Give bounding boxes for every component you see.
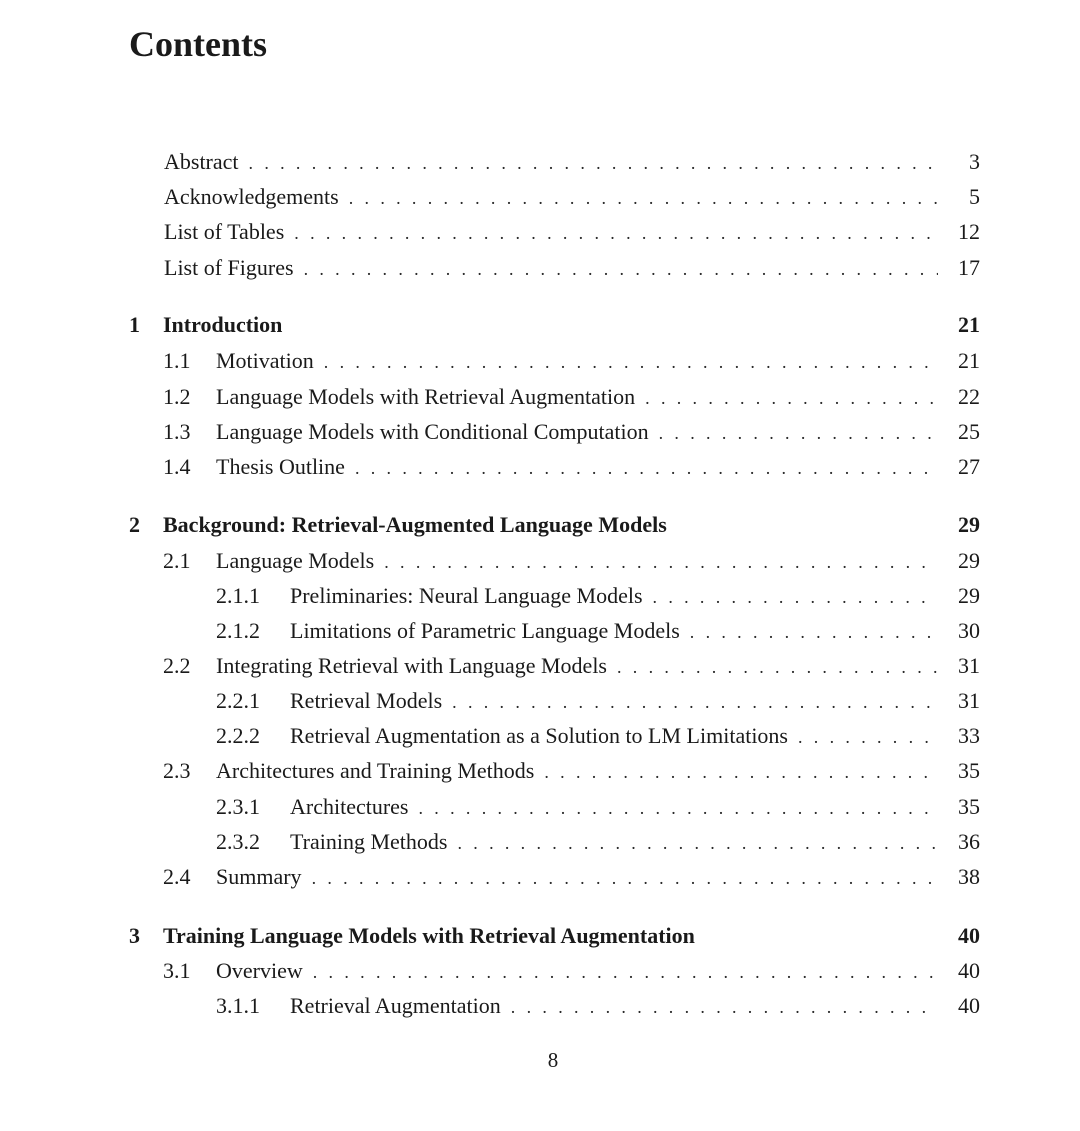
toc-entry-title: Preliminaries: Neural Language Models xyxy=(290,583,643,608)
toc-entry-subsection[interactable] xyxy=(216,792,980,822)
toc-entry-number: 2.3.2 xyxy=(216,829,260,854)
toc-entry-section[interactable] xyxy=(163,956,980,986)
toc-entry-number: 3 xyxy=(129,923,140,948)
toc-entry-subsection[interactable] xyxy=(216,581,980,611)
toc-dot-leader xyxy=(355,452,938,483)
toc-entry-number: 2 xyxy=(129,512,140,537)
page-number: 8 xyxy=(547,1048,559,1072)
toc-entry-page: 30 xyxy=(958,618,980,643)
toc-entry-number: 1.4 xyxy=(163,454,191,479)
toc-dot-leader xyxy=(544,756,938,787)
toc-entry-number: 2.2.2 xyxy=(216,723,260,748)
toc-dot-leader xyxy=(349,182,938,213)
toc-entry-title: List of Figures xyxy=(164,255,294,280)
toc-entry-title: Background: Retrieval-Augmented Language Models xyxy=(163,512,667,537)
toc-entry-front[interactable] xyxy=(164,147,980,177)
toc-entry-page: 21 xyxy=(958,312,980,337)
toc-dot-leader xyxy=(419,792,939,823)
toc-entry-number: 2.1.2 xyxy=(216,618,260,643)
toc-entry-number: 1 xyxy=(129,312,140,337)
toc-entry-page: 5 xyxy=(969,184,980,209)
toc-entry-number: 3.1.1 xyxy=(216,993,260,1018)
toc-dot-leader xyxy=(659,417,938,448)
toc-entry-section[interactable] xyxy=(163,452,980,482)
toc-dot-leader xyxy=(249,147,938,178)
toc-entry-front[interactable] xyxy=(164,253,980,283)
toc-entry-page: 33 xyxy=(958,723,980,748)
toc-entry-section[interactable] xyxy=(163,651,980,681)
toc-entry-title: Integrating Retrieval with Language Models xyxy=(216,653,607,678)
toc-entry-title: Thesis Outline xyxy=(216,454,345,479)
toc-entry-page: 12 xyxy=(958,219,980,244)
toc-entry-title: Language Models xyxy=(216,548,375,573)
toc-entry-front[interactable] xyxy=(164,182,980,212)
toc-entry-page: 29 xyxy=(958,583,980,608)
toc-dot-leader xyxy=(653,581,938,612)
toc-entry-title: Overview xyxy=(216,958,303,983)
toc-entry-subsection[interactable] xyxy=(216,616,980,646)
toc-entry-number: 1.2 xyxy=(163,384,191,409)
toc-dot-leader xyxy=(304,253,938,284)
toc-entry-subsection[interactable] xyxy=(216,686,980,716)
toc-entry-title: Retrieval Augmentation xyxy=(290,993,501,1018)
toc-dot-leader xyxy=(690,616,938,647)
toc-dot-leader xyxy=(452,686,938,717)
toc-entry-number: 1.3 xyxy=(163,419,191,444)
toc-entry-title: Motivation xyxy=(216,348,314,373)
toc-entry-number: 2.4 xyxy=(163,864,191,889)
page-title: Contents xyxy=(129,24,268,64)
toc-entry-section[interactable] xyxy=(163,756,980,786)
toc-entry-number: 2.2 xyxy=(163,653,191,678)
toc-entry-number: 1.1 xyxy=(163,348,191,373)
toc-entry-number: 2.3.1 xyxy=(216,794,260,819)
toc-entry-number: 2.2.1 xyxy=(216,688,260,713)
toc-entry-title: Acknowledgements xyxy=(164,184,339,209)
toc-entry-title: Training Language Models with Retrieval Augmentation xyxy=(163,923,695,948)
toc-dot-leader xyxy=(384,546,938,577)
toc-entry-section[interactable] xyxy=(163,862,980,892)
toc-entry-chapter[interactable] xyxy=(129,510,980,540)
toc-entry-title: Retrieval Augmentation as a Solution to LM Limitations xyxy=(290,723,788,748)
toc-entry-subsection[interactable] xyxy=(216,991,980,1021)
toc-entry-number: 2.1.1 xyxy=(216,583,260,608)
toc-entry-front[interactable] xyxy=(164,217,980,247)
toc-entry-page: 3 xyxy=(969,149,980,174)
toc-entry-title: Retrieval Models xyxy=(290,688,443,713)
toc-entry-section[interactable] xyxy=(163,346,980,376)
toc-dot-leader xyxy=(645,382,938,413)
toc-dot-leader xyxy=(457,827,938,858)
toc-entry-page: 40 xyxy=(958,958,980,983)
toc-entry-title: Abstract xyxy=(164,149,239,174)
toc-entry-page: 40 xyxy=(958,993,980,1018)
toc-entry-page: 38 xyxy=(958,864,980,889)
toc-entry-page: 40 xyxy=(958,923,980,948)
toc-entry-page: 35 xyxy=(958,758,980,783)
toc-entry-number: 2.3 xyxy=(163,758,191,783)
toc-entry-section[interactable] xyxy=(163,382,980,412)
toc-entry-title: Architectures xyxy=(290,794,409,819)
toc-entry-title: Training Methods xyxy=(290,829,448,854)
toc-dot-leader xyxy=(798,721,938,752)
toc-entry-chapter[interactable] xyxy=(129,921,980,951)
toc-entry-title: Limitations of Parametric Language Models xyxy=(290,618,680,643)
toc-entry-page: 21 xyxy=(958,348,980,373)
toc-entry-number: 2.1 xyxy=(163,548,191,573)
toc-dot-leader xyxy=(294,217,938,248)
toc-entry-subsection[interactable] xyxy=(216,721,980,751)
toc-entry-page: 29 xyxy=(958,548,980,573)
toc-entry-title: List of Tables xyxy=(164,219,285,244)
toc-entry-page: 27 xyxy=(958,454,980,479)
toc-entry-title: Language Models with Retrieval Augmentation xyxy=(216,384,636,409)
toc-entry-page: 36 xyxy=(958,829,980,854)
toc-entry-section[interactable] xyxy=(163,417,980,447)
toc-entry-title: Introduction xyxy=(163,312,283,337)
toc-entry-page: 25 xyxy=(958,419,980,444)
toc-dot-leader xyxy=(324,346,938,377)
toc-entry-page: 22 xyxy=(958,384,980,409)
toc-entry-number: 3.1 xyxy=(163,958,191,983)
toc-entry-title: Summary xyxy=(216,864,302,889)
toc-dot-leader xyxy=(617,651,938,682)
toc-entry-page: 29 xyxy=(958,512,980,537)
toc-entry-title: Language Models with Conditional Computation xyxy=(216,419,649,444)
toc-dot-leader xyxy=(511,991,938,1022)
toc-entry-subsection[interactable] xyxy=(216,827,980,857)
toc-entry-chapter[interactable] xyxy=(129,310,980,340)
toc-dot-leader xyxy=(312,862,938,893)
toc-entry-page: 31 xyxy=(958,653,980,678)
toc-dot-leader xyxy=(313,956,938,987)
toc-entry-page: 31 xyxy=(958,688,980,713)
toc-entry-page: 35 xyxy=(958,794,980,819)
toc-entry-section[interactable] xyxy=(163,546,980,576)
toc-entry-page: 17 xyxy=(958,255,980,280)
toc-entry-title: Architectures and Training Methods xyxy=(216,758,535,783)
